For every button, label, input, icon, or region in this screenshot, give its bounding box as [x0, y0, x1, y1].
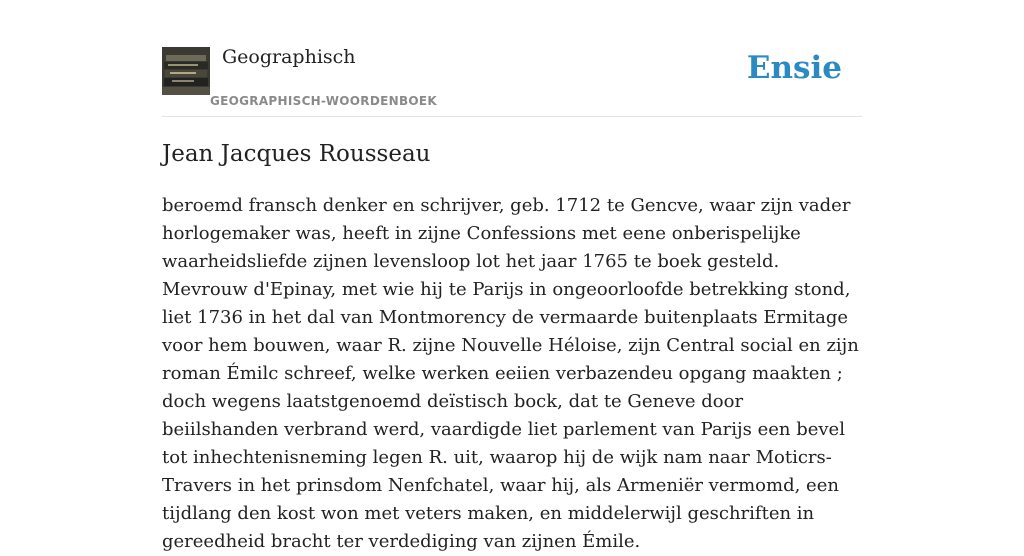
site-subtitle[interactable]: GEOGRAPHISCH-WOORDENBOEK: [210, 94, 437, 108]
article-title: Jean Jacques Rousseau: [162, 141, 431, 167]
header: [162, 0, 862, 117]
dictionary-avatar[interactable]: [162, 47, 210, 95]
site-name[interactable]: Geographisch: [222, 46, 356, 68]
brand-logo[interactable]: Ensie: [746, 50, 842, 86]
books-image-icon: [162, 47, 210, 95]
article-body: beroemd fransch denker en schrijver, geb. 1712 te Gencve, waar zijn vader horlogemaker was, heeft in zijne Confessions met eene onberispelijke waarheidsliefde zijnen levensloop lot het jaar 1765 te boek gesteld. Mevrouw d'Epinay, met wie hij te Parijs in ongeoorloofde betrekking stond, liet 1736 in het dal van Montmorency de vermaarde buitenplaats Ermitage voor hem bouwen, waar R. zijne Nouvelle Héloise, zijn Central social en zijn roman Émilc schreef, welke werken eeiien verbazendeu opgang maakten ; doch wegens laatstgenoemd deïstisch bock, dat te Geneve door beiilshanden verbrand werd, vaardigde liet parlement van Parijs een bevel tot inhechtenisneming legen R. uit, waarop hij de wijk nam naar Moticrs-Travers in het prinsdom Nenfchatel, waar hij, als Armeniër vermomd, een tijdlang den kost won met veters maken, en middelerwijl geschriften in gereedheid bracht ter verdediging van zijnen Émile.: [162, 195, 859, 552]
